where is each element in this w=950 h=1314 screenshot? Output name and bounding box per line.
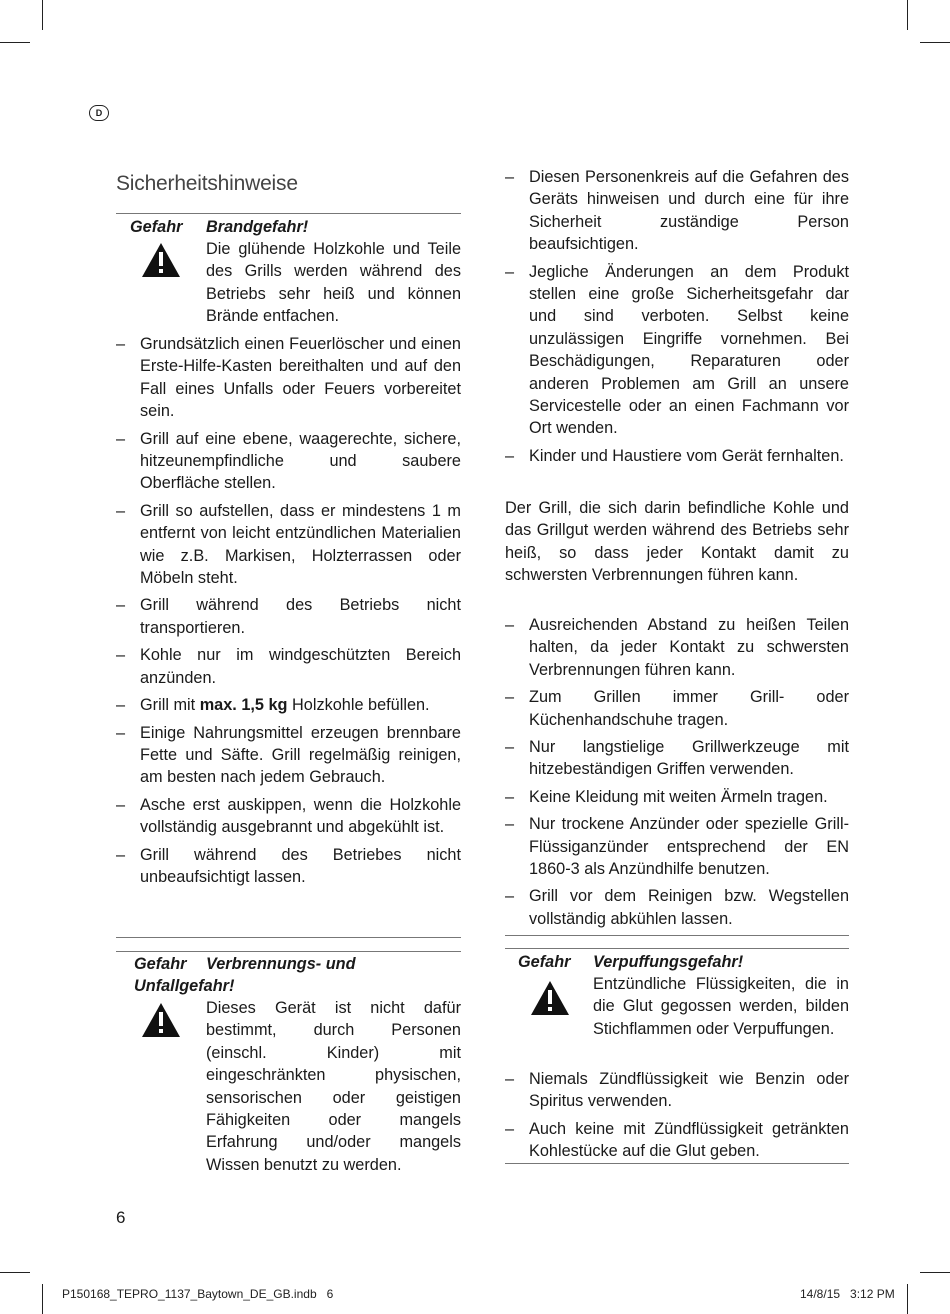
footer-timestamp: 14/8/15 3:12 PM <box>800 1287 895 1301</box>
list-item <box>505 614 849 681</box>
crop-mark <box>920 42 950 43</box>
warning-label: Gefahr <box>130 218 183 236</box>
list-item <box>116 333 461 423</box>
list-item <box>505 166 849 256</box>
list-item <box>116 844 461 889</box>
warning-title-cont: Unfallgefahr! <box>134 977 235 995</box>
bullet-list-left-1 <box>116 333 461 893</box>
dash-marker: – <box>116 723 126 742</box>
warning-header <box>134 953 464 997</box>
list-item <box>116 644 461 689</box>
list-item <box>116 722 461 789</box>
list-item-text: Zum Grillen immer Grill- oder Küchenhandschuhe tragen. <box>529 688 849 729</box>
bullet-list-right-2 <box>505 614 849 935</box>
bold-quantity: max. 1,5 kg <box>199 696 288 715</box>
list-item <box>505 736 849 781</box>
dash-marker: – <box>116 646 126 665</box>
bullet-list-right-1 <box>505 166 849 472</box>
list-item <box>116 694 461 716</box>
list-item-text: Kinder und Haustiere vom Gerät fernhalten. <box>529 446 844 465</box>
dash-marker: – <box>116 696 126 715</box>
section-rule <box>505 948 849 949</box>
dash-marker: – <box>116 596 126 615</box>
list-item-text: Asche erst auskippen, wenn die Holzkohle vollständig ausgebrannt und abgekühlt ist. <box>140 795 461 837</box>
list-item-text: Grill auf eine ebene, waagerechte, sichere, hitzeunempfindliche und saubere Oberfläche stellen. <box>140 429 461 493</box>
dash-marker: – <box>505 1119 515 1138</box>
list-item <box>116 500 461 590</box>
warning-title: Verpuffungsgefahr! <box>593 953 744 971</box>
warning-body: Dieses Gerät ist nicht dafür bestimmt, durch Personen (einschl. Kinder) mit eingeschränkten physischen, sensorischen oder geistigen Fähigkeiten oder mangels Erfahrung und/oder mangels Wissen benutzt zu werden. <box>206 999 461 1174</box>
list-item <box>505 686 849 731</box>
list-item-text: Nur langstielige Grillwerkzeuge mit hitzebeständigen Griffen verwenden. <box>529 738 849 779</box>
section-rule <box>116 951 461 952</box>
dash-marker: – <box>505 887 515 906</box>
warning-triangle-icon <box>530 980 570 1016</box>
dash-marker: – <box>505 616 515 634</box>
dash-marker: – <box>116 429 126 448</box>
dash-marker: – <box>505 168 515 186</box>
list-item <box>116 428 461 495</box>
section-rule <box>116 937 461 938</box>
warning-header <box>130 216 308 238</box>
warning-label: Gefahr <box>518 953 571 971</box>
list-item <box>505 786 849 808</box>
list-item <box>505 813 849 880</box>
crop-mark <box>42 0 43 30</box>
dash-marker: – <box>505 446 515 465</box>
warning-body: Die glühende Holzkohle und Teile des Grills werden während des Betriebs sehr heiß und können Brände entfachen. <box>206 240 461 326</box>
warning-triangle-icon <box>141 242 181 278</box>
crop-mark <box>0 1272 30 1273</box>
list-item <box>505 1068 849 1113</box>
list-item <box>505 445 849 467</box>
crop-mark <box>907 0 908 30</box>
dash-marker: – <box>505 787 515 806</box>
list-item-text: Keine Kleidung mit weiten Ärmeln tragen. <box>529 787 828 806</box>
warning-label: Gefahr <box>134 955 187 973</box>
list-item-text: Niemals Zündflüssigkeit wie Benzin oder Spiritus verwenden. <box>529 1070 849 1111</box>
crop-mark <box>907 1284 908 1314</box>
list-item-text: Einige Nahrungsmittel erzeugen brennbare Fette und Säfte. Grill regelmäßig reinigen, am besten nach jedem Gebrauch. <box>140 723 461 787</box>
section-title: Sicherheitshinweise <box>116 172 298 195</box>
section-rule <box>116 213 461 214</box>
dash-marker: – <box>116 335 126 353</box>
dash-marker: – <box>116 795 126 814</box>
list-item <box>116 594 461 639</box>
dash-marker: – <box>505 738 515 757</box>
warning-body: Entzündliche Flüssigkeiten, die in die Glut gegossen werden, bilden Stichflammen oder Verpuffungen. <box>593 975 849 1038</box>
list-item <box>505 1118 849 1163</box>
list-item-text: Diesen Personenkreis auf die Gefahren des Geräts hinweisen und durch eine für ihre Sicherheit zuständige Person beaufsichtigen. <box>529 168 849 254</box>
language-badge: D <box>89 105 109 121</box>
list-item-text: Kohle nur im windgeschützten Bereich anzünden. <box>140 646 461 687</box>
list-item-text: Nur trockene Anzünder oder spezielle Grill-Flüssiganzünder entsprechend der EN 1860-3 als Anzündhilfe benutzen. <box>529 815 849 879</box>
list-item-text: Grundsätzlich einen Feuerlöscher und einen Erste-Hilfe-Kasten bereithalten und auf den Fall eines Unfalls oder Feuers vorbereitet sein. <box>140 335 461 421</box>
body-paragraph: Der Grill, die sich darin befindliche Kohle und das Grillgut werden während des Betriebs sehr heiß, so dass jeder Kontakt damit zu schwersten Verbrennungen führen kann. <box>505 499 849 585</box>
section-rule <box>505 1163 849 1164</box>
list-item <box>505 261 849 440</box>
dash-marker: – <box>116 501 126 520</box>
list-item-text: Grill so aufstellen, dass er mindestens 1 m entfernt von leicht entzündlichen Materialien wie z.B. Markisen, Holzterrassen oder Möbeln steht. <box>140 501 461 588</box>
dash-marker: – <box>505 262 515 281</box>
crop-mark <box>42 1284 43 1314</box>
list-item-text: Grill mit max. 1,5 kg Holzkohle befüllen. <box>140 696 430 715</box>
crop-mark <box>920 1272 950 1273</box>
crop-mark <box>0 42 30 43</box>
dash-marker: – <box>116 845 126 864</box>
dash-marker: – <box>505 688 515 707</box>
footer-filename: P150168_TEPRO_1137_Baytown_DE_GB.indb 6 <box>62 1287 334 1301</box>
list-item-text: Grill während des Betriebes nicht unbeaufsichtigt lassen. <box>140 845 461 886</box>
page-number: 6 <box>116 1208 126 1227</box>
warning-title: Brandgefahr! <box>206 218 309 236</box>
bullet-list-right-3 <box>505 1068 849 1168</box>
list-item-text: Grill vor dem Reinigen bzw. Wegstellen vollständig abkühlen lassen. <box>529 887 849 928</box>
warning-title: Verbrennungs- und <box>206 955 356 973</box>
list-item-text: Jegliche Änderungen an dem Produkt stellen eine große Sicherheitsgefahr dar und sind verboten. Selbst keine unzulässigen Eingriffe vornehmen. Bei Beschädigungen, Reparaturen oder anderen Problemen am Grill an unsere Servicestelle oder an einen Fachmann vor Ort wenden. <box>529 262 849 438</box>
warning-triangle-icon <box>141 1002 181 1038</box>
dash-marker: – <box>505 1070 515 1088</box>
list-item-text: Auch keine mit Zündflüssigkeit getränkten Kohlestücke auf die Glut geben. <box>529 1119 849 1161</box>
list-item-text: Grill während des Betriebs nicht transportieren. <box>140 596 461 637</box>
warning-header <box>518 951 743 973</box>
section-rule <box>505 935 849 936</box>
dash-marker: – <box>505 815 515 834</box>
list-item <box>505 885 849 930</box>
list-item-text: Ausreichenden Abstand zu heißen Teilen halten, da jeder Kontakt zu schwersten Verbrennungen führen kann. <box>529 616 849 679</box>
list-item <box>116 794 461 839</box>
